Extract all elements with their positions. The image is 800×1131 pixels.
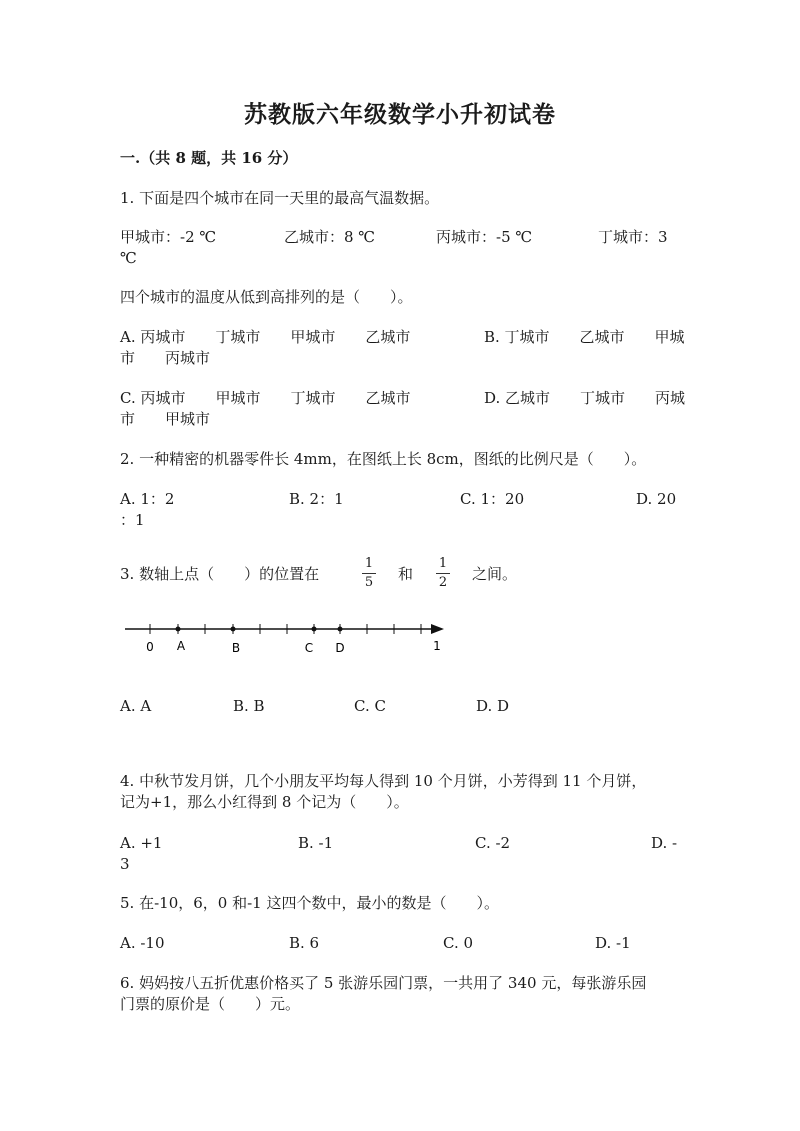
q3-stem: 3. 数轴上点（ ）的位置在 — [120, 565, 320, 583]
q5-option-b[interactable]: B. 6 — [289, 934, 320, 952]
q4-option-a[interactable]: A. +1 — [120, 834, 163, 852]
axis-label-one: 1 — [433, 639, 441, 653]
q1-option-b-cont: 市 丙城市 — [120, 349, 211, 367]
q1-temp-ding-unit: ℃ — [120, 249, 137, 267]
q3-option-c[interactable]: C. C — [354, 697, 386, 715]
q4-option-b[interactable]: B. -1 — [298, 834, 334, 852]
q1-temp-bing: 丙城市：-5 ℃ — [436, 228, 533, 246]
q3-frac2-denominator: 2 — [438, 575, 448, 590]
q1-temp-yi: 乙城市：8 ℃ — [284, 228, 376, 246]
q3-fraction-one-half — [435, 557, 451, 590]
page-title: 苏教版六年级数学小升初试卷 — [244, 101, 556, 128]
q4-option-d[interactable]: D. - — [651, 834, 678, 852]
fraction-bar — [436, 573, 450, 574]
number-line — [118, 615, 458, 660]
number-line-arrow-icon — [431, 624, 444, 634]
axis-label-zero: 0 — [146, 640, 154, 654]
q3-option-a[interactable]: A. A — [120, 697, 152, 715]
q3-frac1-denominator: 5 — [364, 575, 374, 590]
q2-option-d[interactable]: D. 20 — [636, 490, 677, 508]
axis-label-a: A — [176, 639, 186, 653]
q3-frac1-numerator: 1 — [364, 556, 374, 571]
q5-option-c[interactable]: C. 0 — [443, 934, 474, 952]
q3-fraction-one-fifth — [361, 557, 377, 590]
q3-option-b[interactable]: B. B — [233, 697, 265, 715]
q3-frac2-numerator: 1 — [438, 556, 448, 571]
point-b-dot — [231, 627, 236, 632]
q1-option-d-cont: 市 甲城市 — [120, 410, 211, 428]
q5-option-d[interactable]: D. -1 — [595, 934, 631, 952]
q6-stem-line1: 6. 妈妈按八五折优惠价格买了 5 张游乐园门票，一共用了 340 元，每张游乐园 — [120, 974, 647, 992]
q2-option-c[interactable]: C. 1：20 — [460, 490, 525, 508]
axis-label-b: B — [231, 641, 241, 655]
q2-option-a[interactable]: A. 1：2 — [120, 490, 175, 508]
q1-temp-ding: 丁城市：3 — [598, 228, 668, 246]
fraction-bar — [362, 573, 376, 574]
q5-option-a[interactable]: A. -10 — [120, 934, 165, 952]
q1-temp-jia: 甲城市：-2 ℃ — [120, 228, 217, 246]
q1-option-b[interactable]: B. 丁城市 乙城市 甲城 — [484, 328, 685, 346]
q3-between: 之间。 — [472, 565, 518, 583]
q3-option-d[interactable]: D. D — [476, 697, 510, 715]
q2-option-d-cont: ：1 — [120, 511, 145, 529]
q1-option-a[interactable]: A. 丙城市 丁城市 甲城市 乙城市 — [120, 328, 411, 346]
q4-stem-line2: 记为+1，那么小红得到 8 个记为（ ）。 — [120, 793, 409, 811]
q2-option-b[interactable]: B. 2：1 — [289, 490, 344, 508]
q4-option-d-cont: 3 — [120, 855, 130, 873]
q1-stem: 1. 下面是四个城市在同一天里的最高气温数据。 — [120, 189, 440, 207]
q1-option-d[interactable]: D. 乙城市 丁城市 丙城 — [484, 389, 686, 407]
q1-ask: 四个城市的温度从低到高排列的是（ ）。 — [120, 288, 413, 306]
axis-label-c: C — [304, 641, 314, 655]
q6-stem-line2: 门票的原价是（ ）元。 — [120, 995, 301, 1013]
section-heading: 一.（共 8 题，共 16 分） — [120, 149, 298, 167]
point-a-dot — [176, 627, 181, 632]
point-d-dot — [338, 627, 343, 632]
q4-option-c[interactable]: C. -2 — [475, 834, 511, 852]
q4-stem-line1: 4. 中秋节发月饼，几个小朋友平均每人得到 10 个月饼，小芳得到 11 个月饼， — [120, 772, 647, 790]
point-c-dot — [312, 627, 317, 632]
q5-stem: 5. 在-10，6，0 和-1 这四个数中，最小的数是（ ）。 — [120, 894, 499, 912]
q1-option-c[interactable]: C. 丙城市 甲城市 丁城市 乙城市 — [120, 389, 411, 407]
axis-label-d: D — [335, 641, 345, 655]
q3-and: 和 — [398, 565, 414, 583]
q2-stem: 2. 一种精密的机器零件长 4mm，在图纸上长 8cm，图纸的比例尺是（ ）。 — [120, 450, 647, 468]
